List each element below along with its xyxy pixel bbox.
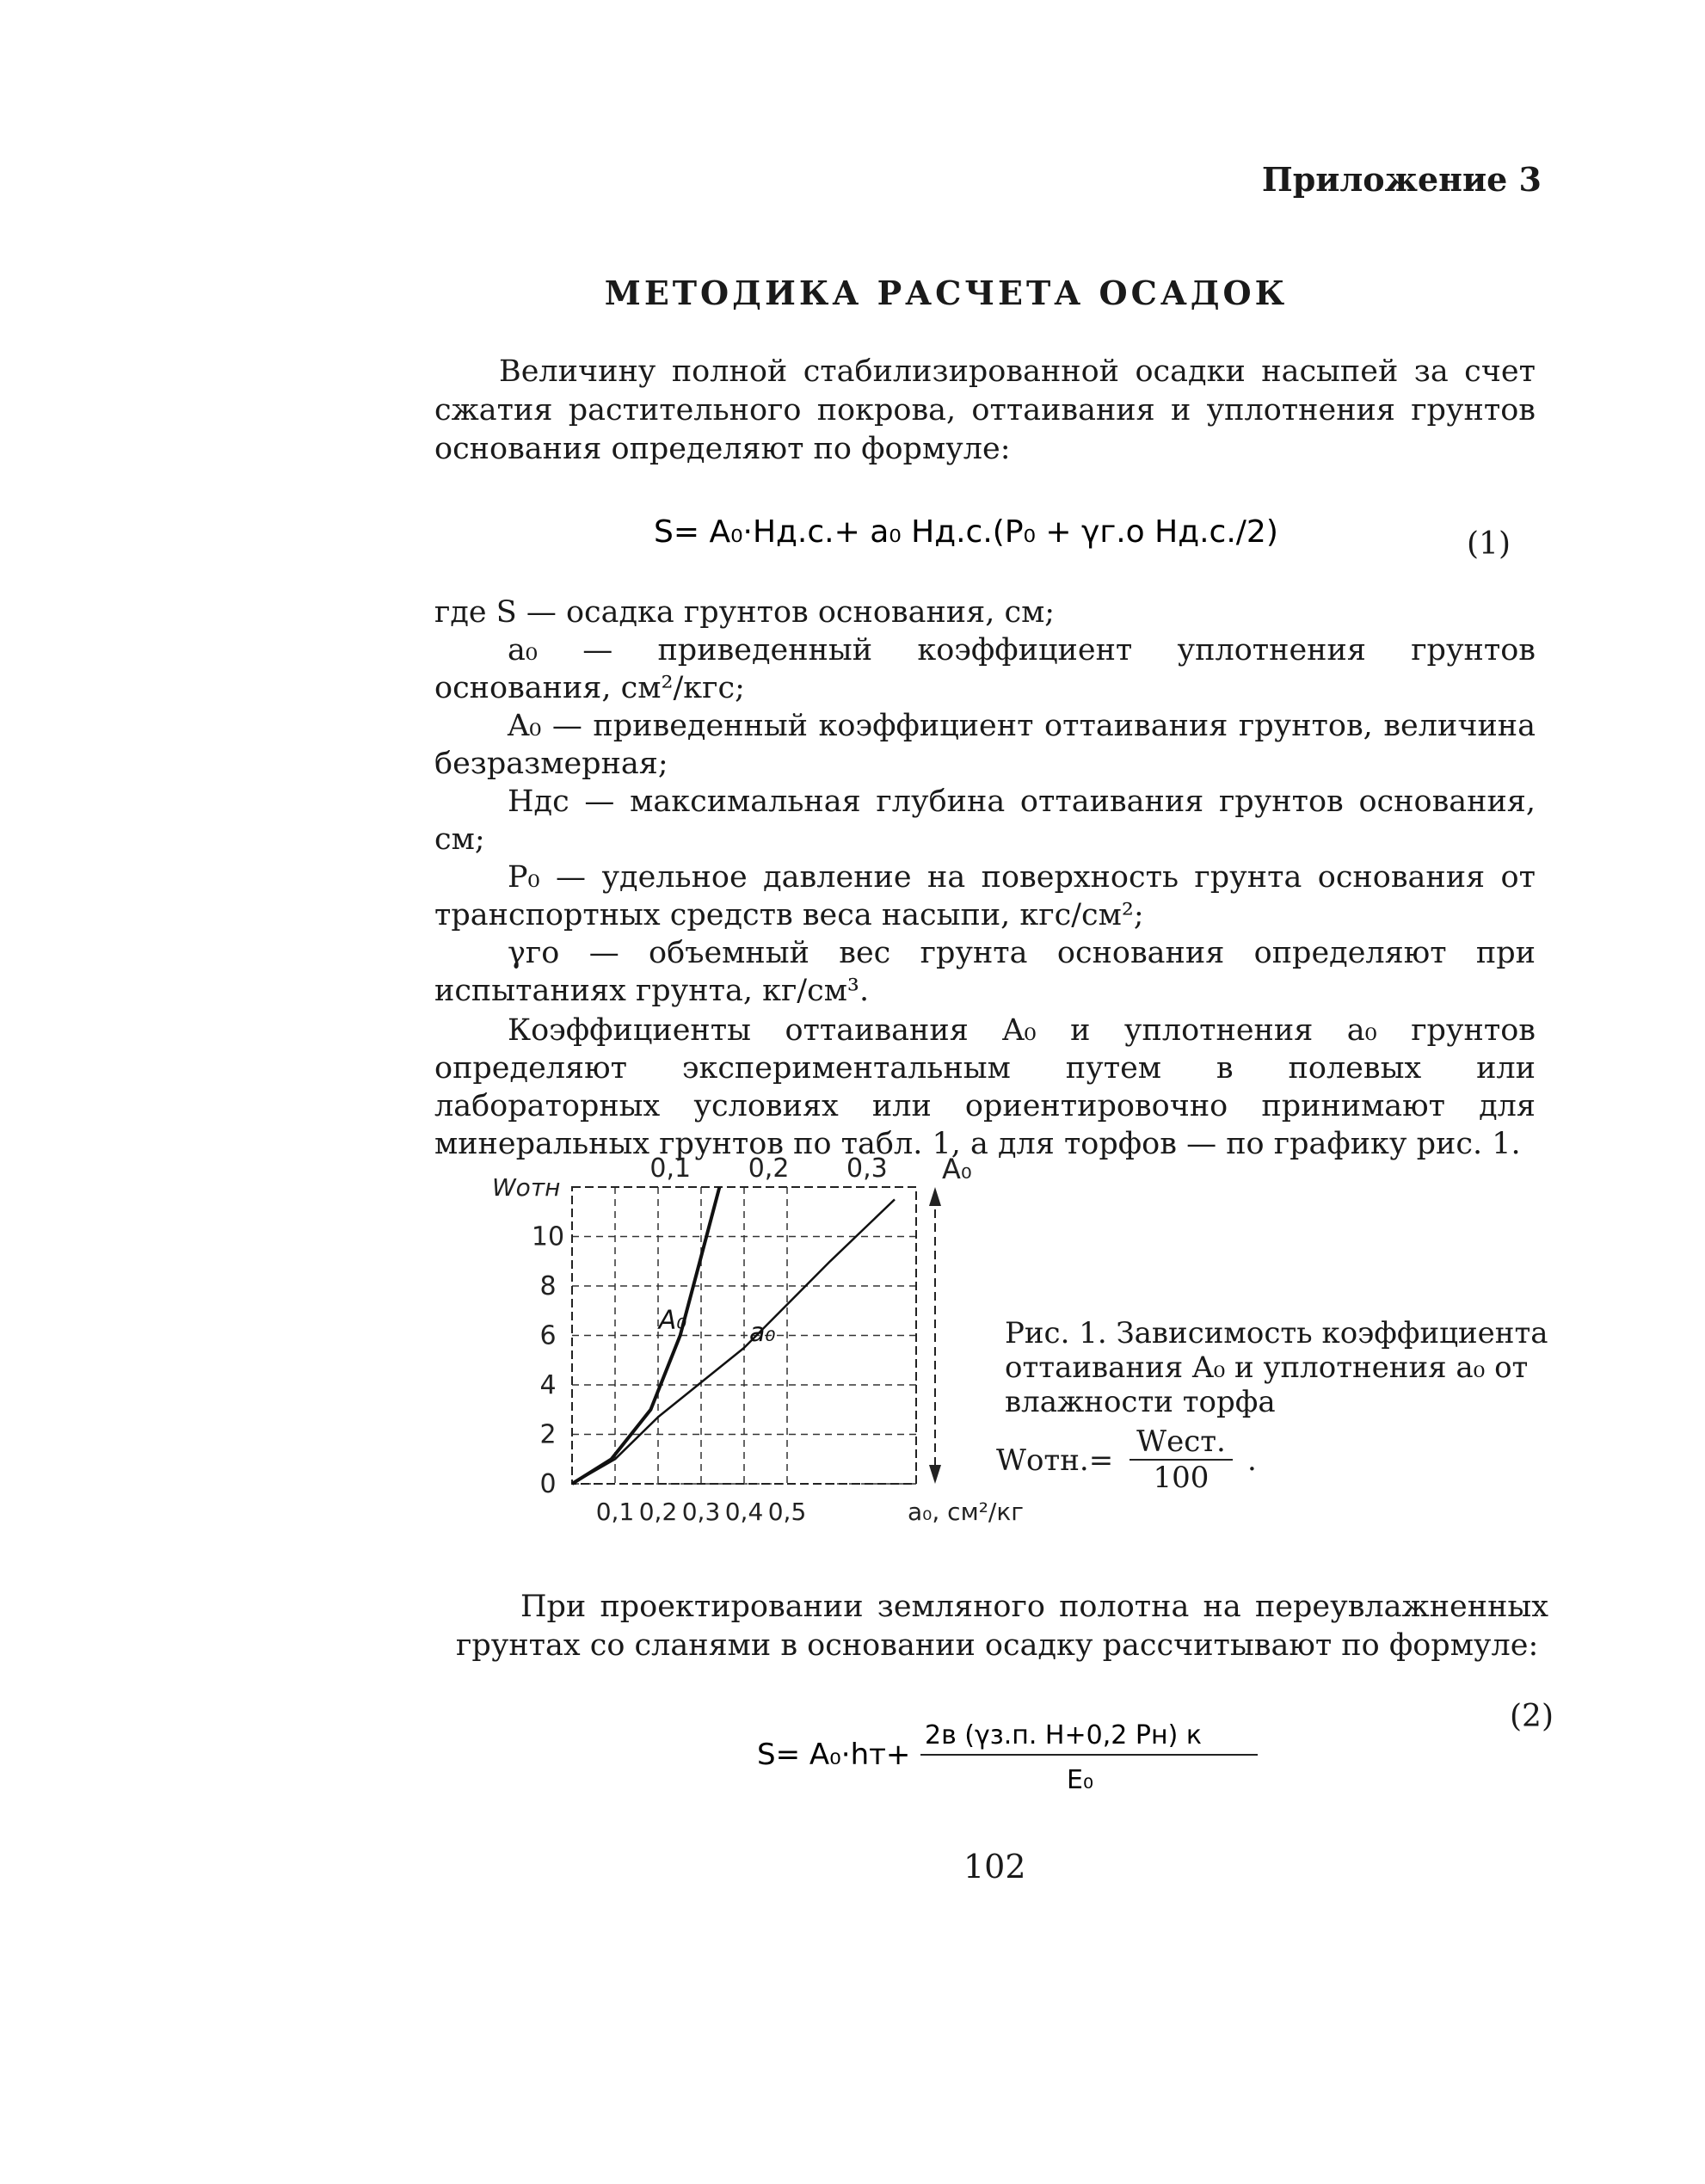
formula-1-number: (1) [1467, 526, 1511, 562]
x-bottom-tick-label: 0,1 [595, 1498, 635, 1526]
x-bottom-tick-label: 0,4 [724, 1498, 764, 1526]
y-tick-label: 2 [539, 1419, 557, 1450]
definition-item: P₀ — удельное давление на поверхность грунта основания от транспортных средств веса насыпи, кгс/см²; [434, 860, 1536, 932]
figure-1-chart [482, 1144, 1024, 1548]
x-top-tick-label: 0,2 [748, 1154, 790, 1184]
annex-label: Приложение 3 [1261, 160, 1542, 199]
y-tick-label: 6 [539, 1320, 557, 1351]
definition-item: a₀ — приведенный коэффициент уплотнения грунтов основания, см²/кгс; [434, 633, 1536, 705]
formula-2-lhs: S= A₀·hт+ [757, 1738, 911, 1772]
chart-grid [572, 1187, 916, 1484]
formula-1-text: S= A₀·Hд.с.+ a₀ Hд.с.(P₀ + γг.о Hд.с./2) [654, 514, 1278, 550]
caption-denominator: 100 [1153, 1461, 1210, 1495]
caption-line: Рис. 1. Зависимость коэффициента [1005, 1316, 1548, 1350]
formula-1 [654, 497, 1278, 566]
definitions-list [434, 594, 1536, 1163]
x-top-axis-label: A₀ [942, 1153, 972, 1185]
page-number: 102 [963, 1848, 1026, 1886]
page-title [516, 274, 1376, 312]
caption-line: влажности торфа [1005, 1385, 1276, 1419]
definition-item: где S — осадка грунтов основания, см; [434, 595, 1056, 630]
definition-item: A₀ — приведенный коэффициент оттаивания грунтов, величина безразмерная; [434, 709, 1536, 781]
intro-paragraph: Величину полной стабилизированной осадки насыпей за счет сжатия растительного покрова, оттаивания и уплотнения грунтов основания определяют по формуле: [434, 354, 1536, 466]
definition-item: γго — объемный вес грунта основания определяют при испытаниях грунта, кг/см³. [434, 936, 1536, 1008]
caption-w-label: Wотн.= [996, 1443, 1114, 1478]
caption-formula [996, 1421, 1555, 1495]
definition-item: Hдс — максимальная глубина оттаивания грунтов основания, см; [434, 784, 1536, 857]
series-label: A₀ [658, 1305, 687, 1336]
x-bottom-tick-label: 0,3 [681, 1498, 721, 1526]
y-tick-label: 0 [539, 1469, 557, 1499]
formula-2 [757, 1707, 1273, 1802]
arrow-up-icon [929, 1187, 941, 1206]
swamp-paragraph: При проектировании земляного полотна на переувлажненных грунтах со сланями в основании осадку рассчитывают по формуле: [456, 1590, 1548, 1663]
series-line [572, 1199, 895, 1484]
caption-line: оттаивания A₀ и уплотнения a₀ от [1005, 1350, 1529, 1385]
x-top-tick-label: 0,3 [846, 1154, 888, 1184]
x-bottom-tick-label: 0,2 [638, 1498, 678, 1526]
caption-numerator: Wест. [1129, 1424, 1233, 1461]
coefficients-paragraph: Коэффициенты оттаивания A₀ и уплотнения a₀ грунтов определяют экспериментальным путем в полевых или лабораторных условиях или ориентировочно принимают для минеральных грунтов по табл. 1, а для торфов — по графику рис. 1. [434, 1013, 1536, 1161]
y-tick-label: 8 [539, 1271, 557, 1301]
x-top-tick-label: 0,1 [649, 1154, 692, 1184]
x-bottom-tick-label: 0,5 [767, 1498, 807, 1526]
y-tick-label: 4 [539, 1370, 557, 1400]
title-text: МЕТОДИКА РАСЧЕТА ОСАДОК [604, 274, 1289, 312]
y-tick-label: 10 [531, 1221, 565, 1252]
figure-caption [996, 1316, 1555, 1495]
series-label: a₀ [749, 1317, 776, 1348]
caption-dot: . [1247, 1443, 1257, 1478]
x-bottom-axis-label: a₀, см²/кг [908, 1498, 1024, 1526]
formula-2-numerator: 2в (γз.п. H+0,2 Pн) к [925, 1720, 1202, 1750]
y-axis-label: Wотн [492, 1173, 561, 1202]
formula-2-denominator: E₀ [1067, 1765, 1093, 1795]
formula-2-number: (2) [1510, 1699, 1554, 1734]
arrow-down-icon [929, 1465, 941, 1484]
